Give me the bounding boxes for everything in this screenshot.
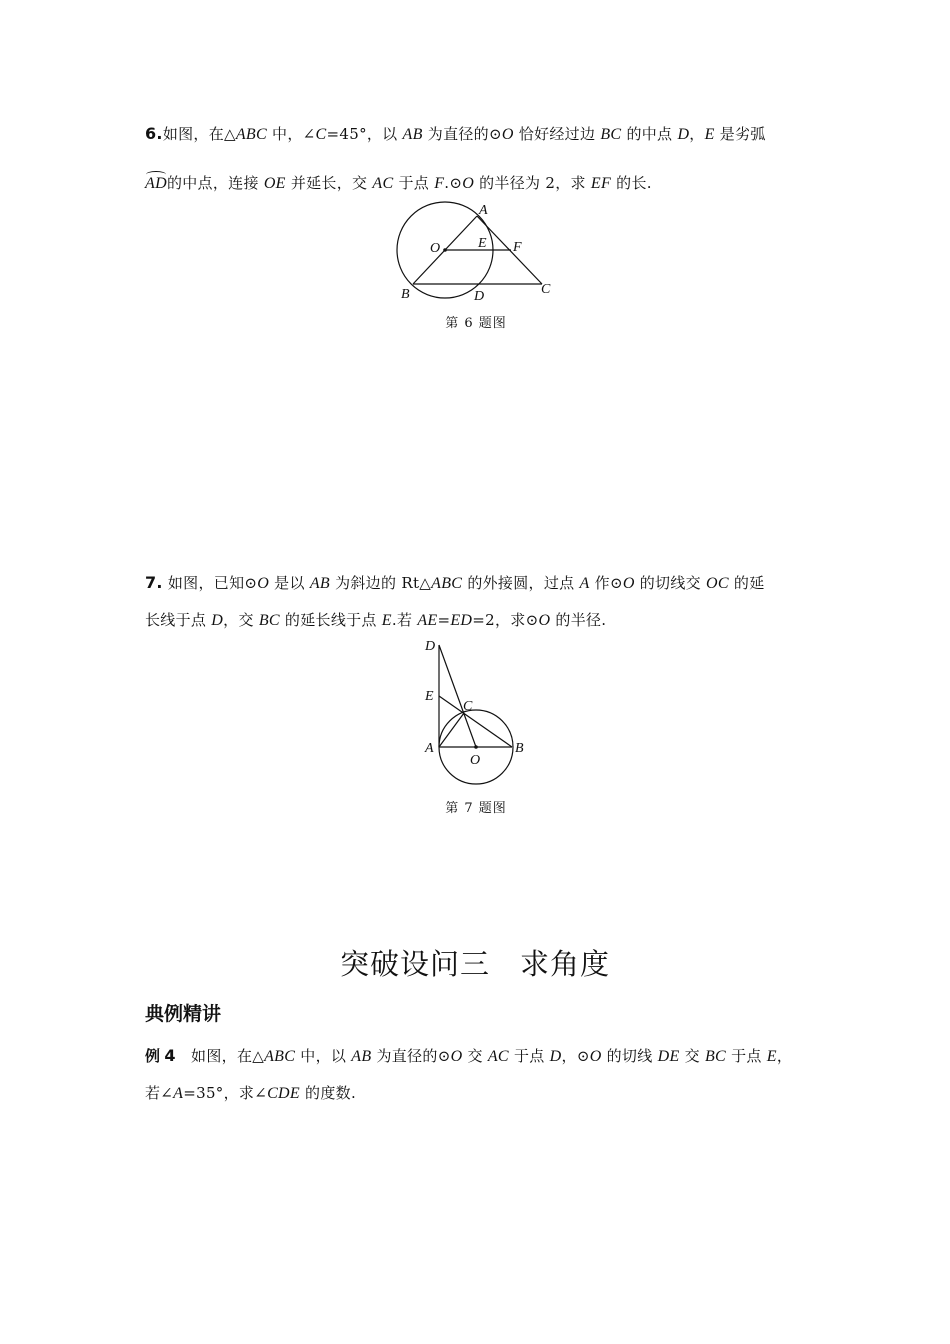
- label-d: D: [425, 639, 436, 654]
- problem-6-line-1: [145, 124, 766, 145]
- math-var: BC: [258, 612, 280, 629]
- math-var: O: [501, 126, 514, 143]
- text: ，⊙: [561, 1047, 590, 1065]
- math-var: EF: [590, 175, 612, 192]
- math-var: A: [173, 1085, 184, 1102]
- math-var: D: [677, 126, 690, 143]
- label-b: B: [515, 741, 524, 756]
- text: 的切线: [601, 1047, 658, 1065]
- text: .若: [391, 611, 418, 629]
- figure-6-caption: 第 6 题图: [445, 316, 507, 331]
- text: 中，∠: [266, 125, 316, 143]
- math-var: AB: [402, 126, 423, 143]
- text: 的半径为 2，求: [474, 174, 591, 192]
- example-label: 例: [145, 1047, 161, 1065]
- label-e: E: [478, 236, 487, 251]
- text: 如图，在△: [162, 125, 236, 143]
- label-d: D: [474, 289, 485, 304]
- math-var: O: [622, 575, 635, 592]
- math-var: AE: [417, 612, 438, 629]
- math-var: E: [704, 126, 715, 143]
- math-var: ABC: [264, 1048, 296, 1065]
- text: 并延长，交: [285, 174, 373, 192]
- text: 的延: [728, 574, 765, 592]
- math-var: CDE: [267, 1085, 300, 1102]
- text: 长线于点: [145, 611, 212, 629]
- math-var: O: [538, 612, 551, 629]
- text: 如图，已知⊙: [162, 574, 258, 592]
- text: 的外接圆，过点: [462, 574, 580, 592]
- label-o: O: [430, 241, 441, 256]
- label-a: A: [425, 741, 434, 756]
- text: .⊙: [444, 174, 463, 192]
- center-point-o: [474, 745, 478, 749]
- text: 为直径的⊙: [371, 1047, 451, 1065]
- label-e: E: [425, 689, 434, 704]
- math-var: O: [450, 1048, 463, 1065]
- math-var: OE: [263, 175, 286, 192]
- text: 是劣弧: [714, 125, 766, 143]
- example-number: 4: [164, 1046, 176, 1065]
- text: 交: [462, 1047, 488, 1065]
- example-4-line-2: [145, 1083, 356, 1104]
- text: 的中点: [621, 125, 678, 143]
- label-c: C: [541, 282, 551, 297]
- problem-6-number: 6.: [145, 124, 163, 143]
- text: 是以: [269, 574, 310, 592]
- text: 于点: [726, 1047, 767, 1065]
- problem-6-line-2: [145, 173, 652, 194]
- segment-do: [439, 645, 476, 747]
- math-var: O: [257, 575, 270, 592]
- center-point-o: [443, 248, 447, 252]
- arc-ad: AD: [145, 175, 167, 192]
- label-c: C: [463, 699, 473, 714]
- math-var: OC: [706, 575, 729, 592]
- math-var: F: [434, 175, 445, 192]
- text: 的长.: [611, 174, 652, 192]
- figure-7-diagram: [415, 635, 535, 790]
- problem-7-line-1: [145, 573, 765, 594]
- math-var: E: [766, 1048, 777, 1065]
- text: ，: [689, 125, 705, 143]
- text: 的延长线于点: [279, 611, 382, 629]
- text: 中，以: [295, 1047, 352, 1065]
- math-var: O: [589, 1048, 602, 1065]
- text: 恰好经过边: [513, 125, 601, 143]
- math-var: DE: [657, 1048, 680, 1065]
- figure-7-caption: 第 7 题图: [445, 801, 507, 816]
- math-var: BC: [600, 126, 622, 143]
- text: 作⊙: [589, 574, 623, 592]
- label-o: O: [470, 753, 481, 768]
- example-4-line-1: [145, 1046, 792, 1067]
- subheading: 典例精讲: [145, 1003, 222, 1025]
- text: 如图，在△: [175, 1047, 265, 1065]
- math-var: AB: [309, 575, 331, 592]
- math-var: AB: [351, 1048, 372, 1065]
- math-var: D: [549, 1048, 562, 1065]
- text: =: [437, 611, 451, 629]
- text: 为直径的⊙: [422, 125, 502, 143]
- text: =2，求⊙: [472, 611, 539, 629]
- label-b: B: [401, 287, 410, 302]
- math-var: AC: [487, 1048, 509, 1065]
- text: 的度数.: [299, 1084, 357, 1102]
- text: ，: [776, 1047, 793, 1065]
- text: 于点: [508, 1047, 550, 1065]
- text: ，交: [223, 611, 259, 629]
- math-var: AC: [372, 175, 394, 192]
- math-var: C: [315, 126, 327, 143]
- text: 的切线交: [634, 574, 707, 592]
- math-var: D: [211, 612, 224, 629]
- math-var: ABC: [235, 126, 267, 143]
- problem-7-line-2: [145, 610, 606, 631]
- text: 为斜边的 Rt△: [330, 574, 432, 592]
- math-var: A: [579, 575, 590, 592]
- problem-7-number: 7.: [145, 573, 163, 592]
- label-f: F: [513, 240, 522, 255]
- math-var: BC: [704, 1048, 727, 1065]
- text: 于点: [393, 174, 435, 192]
- math-var: O: [462, 175, 475, 192]
- section-title: 突破设问三 求角度: [339, 947, 610, 981]
- figure-6-diagram: [390, 195, 565, 305]
- text: 的半径.: [550, 611, 607, 629]
- text: 交: [679, 1047, 705, 1065]
- math-var: E: [381, 612, 392, 629]
- label-a: A: [479, 203, 488, 218]
- text: 若∠: [145, 1084, 174, 1102]
- math-var: ABC: [431, 575, 463, 592]
- text: =45°，以: [326, 125, 403, 143]
- text: 的中点，连接: [166, 174, 264, 192]
- text: =35°，求∠: [183, 1084, 268, 1102]
- math-var: ED: [450, 612, 473, 629]
